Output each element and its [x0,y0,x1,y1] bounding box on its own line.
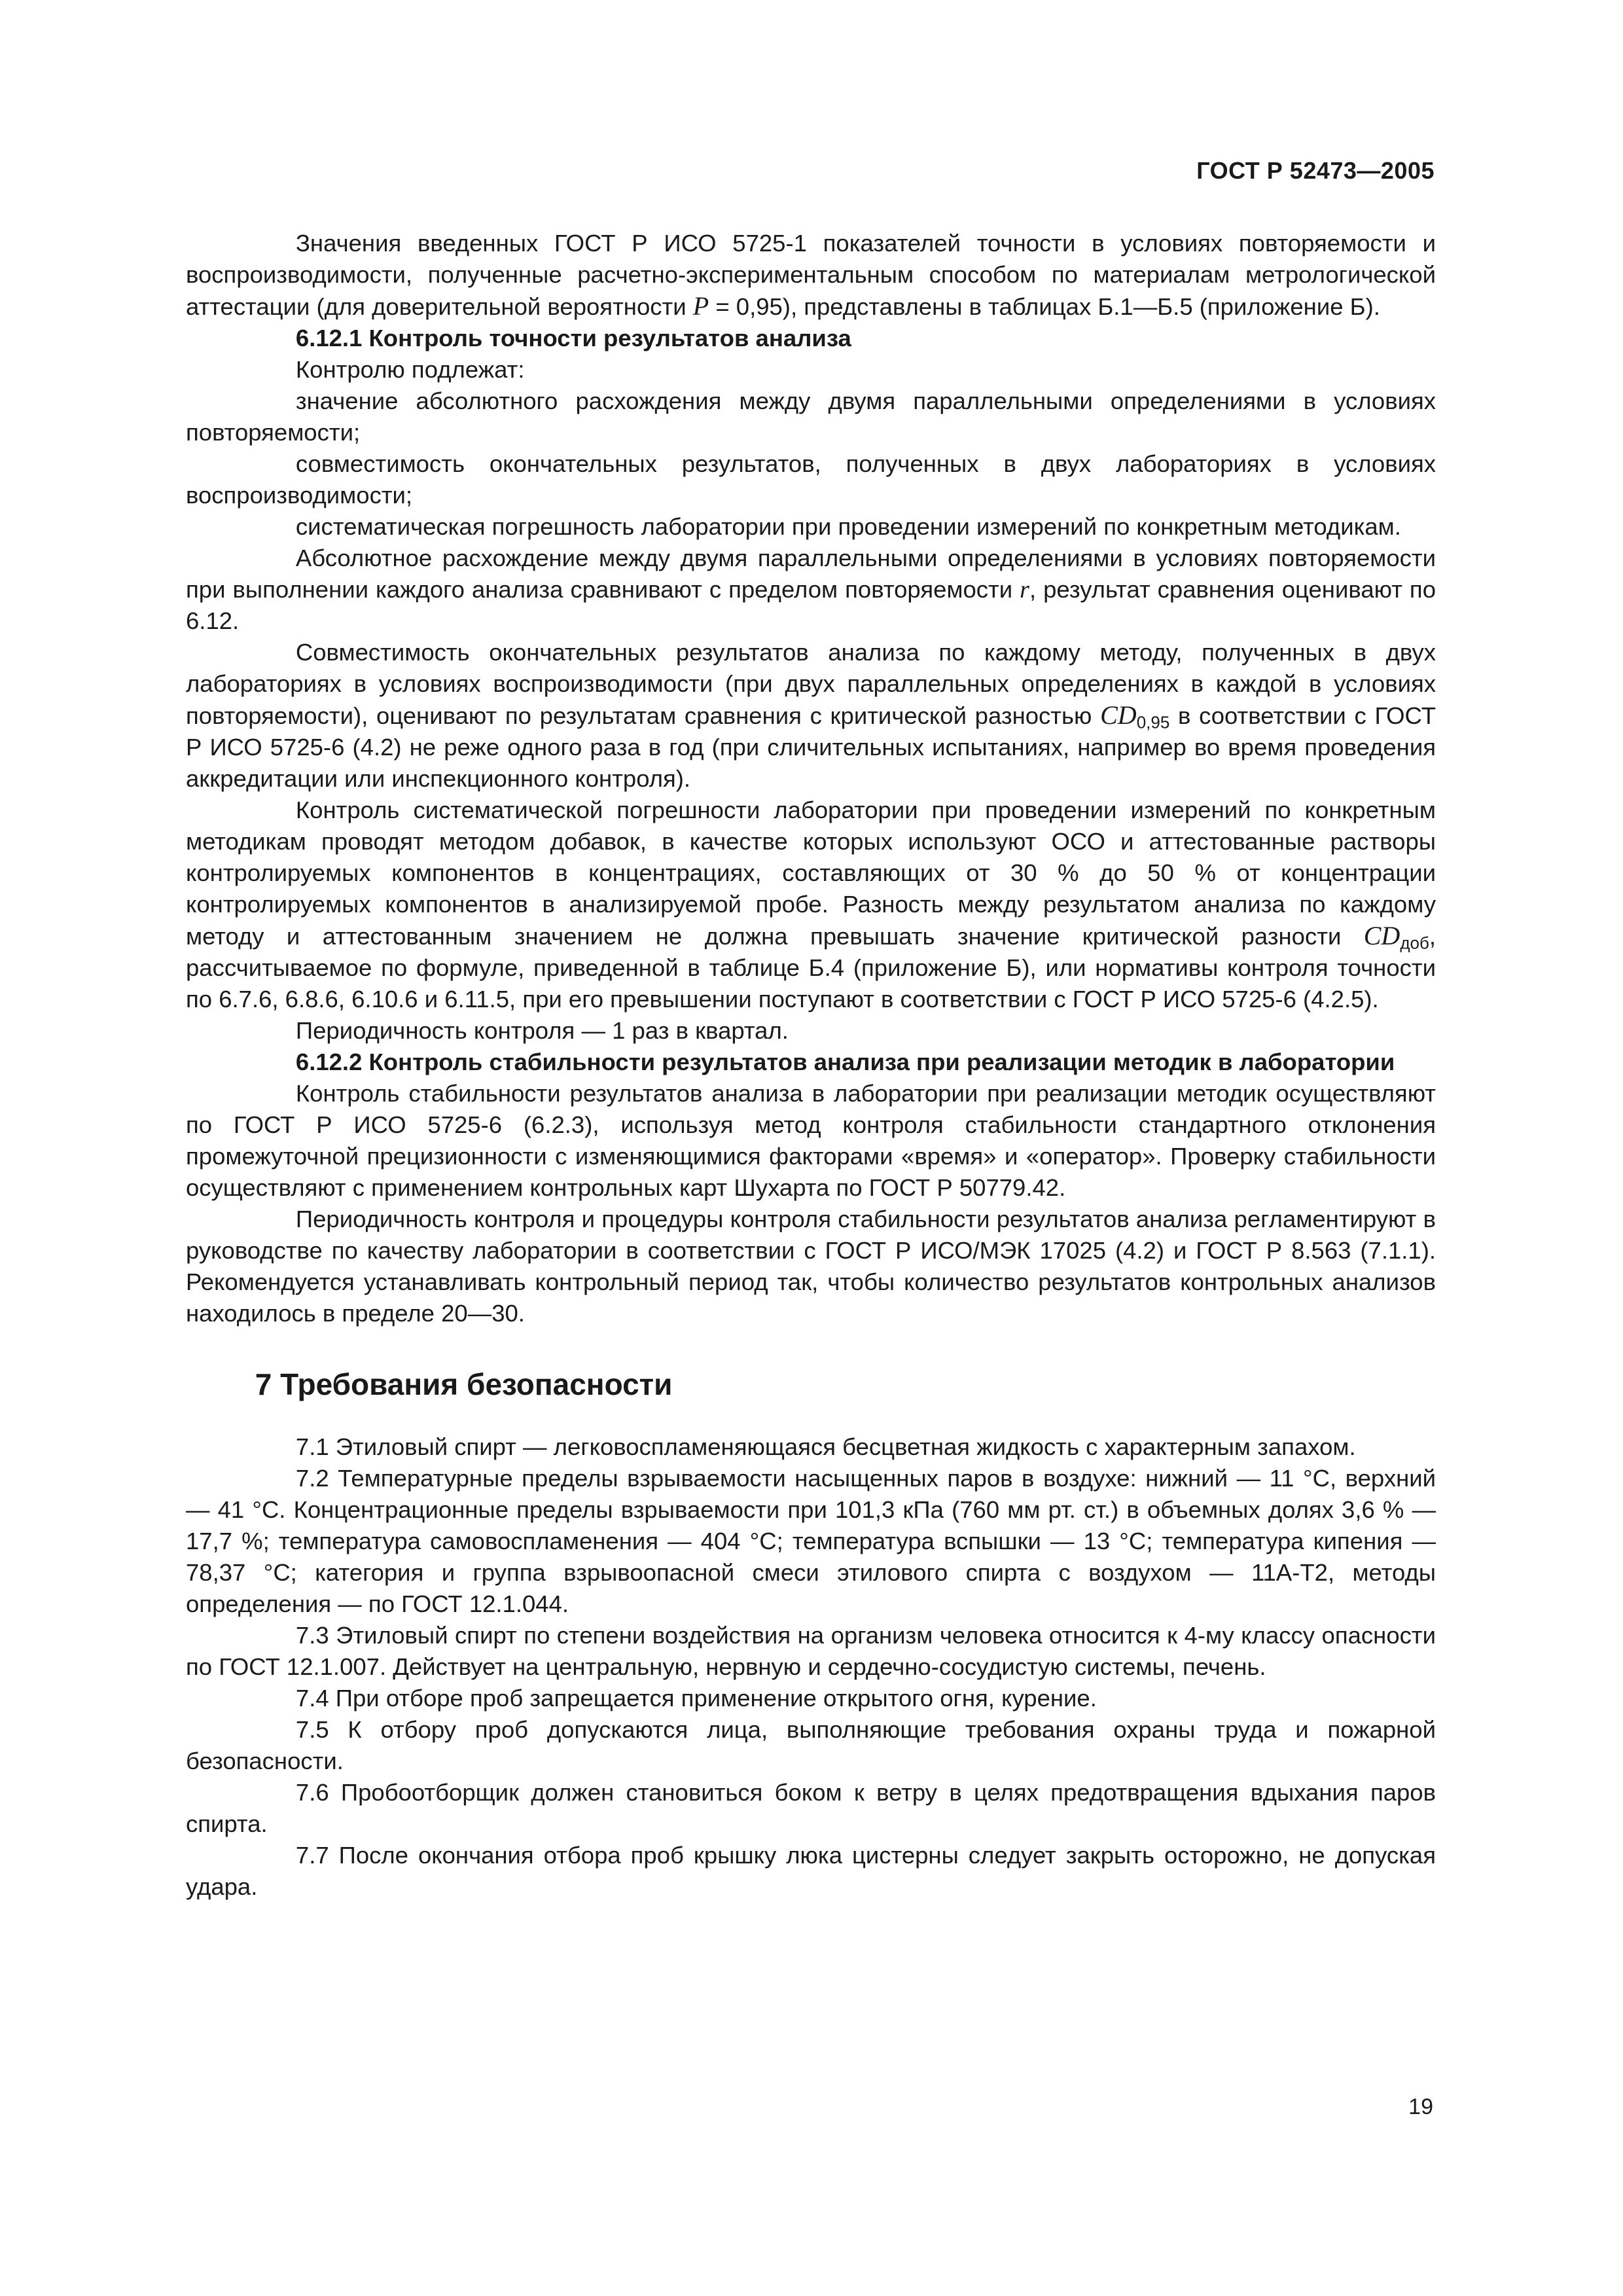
paragraph: Контроль стабильности результатов анализа в лаборатории при реализации методик осуществляют по ГОСТ Р ИСО 5725-6 (6.2.3), используя метод контроля стабильности стандартного отклонения промежуточной прецизионности с изменяющимися факторами «время» и «оператор». Проверку стабильности осуществляют с применением контрольных карт Шухарта по ГОСТ Р 50779.42. [186,1080,1436,1201]
subsection-heading-6-12-2: 6.12.2 Контроль стабильности результатов анализа при реализации методик в лаборатории [295,1049,1395,1075]
paragraph: значение абсолютного расхождения между двумя параллельными определениями в условиях повторяемости; [186,387,1436,446]
paragraph: совместимость окончательных результатов, полученных в двух лабораториях в условиях воспроизводимости; [186,450,1436,509]
paragraph: Значения введенных ГОСТ Р ИСО 5725-1 показателей точности в условиях повторяемости и воспроизводимости, полученные расчетно-экспериментальным способом по материалам метрологической аттестации (для доверительной вероятности P = 0,95), представлены в таблицах Б.1—Б.5 (приложение Б). [186,230,1436,321]
repeatability-limit-symbol: r [1020,576,1029,603]
paragraph: Периодичность контроля и процедуры контроля стабильности результатов анализа регламентируют в руководстве по качеству лаборатории в соответствии с ГОСТ Р ИСО/МЭК 17025 (4.2) и ГОСТ Р 8.563 (7.1.1). Рекомендуется устанавливать контрольный период так, чтобы количество результатов контрольных анализов находилось в пределе 20—30. [186,1206,1436,1327]
paragraph: систематическая погрешность лаборатории при проведении измерений по конкретным методикам. [295,513,1401,540]
safety-item: 7.1 Этиловый спирт — легковоспламеняющаяся бесцветная жидкость с характерным запахом. [295,1433,1356,1460]
safety-item: 7.7 После окончания отбора проб крышку люка цистерны следует закрыть осторожно, не допуская удара. [186,1842,1436,1900]
safety-item: 7.4 При отборе проб запрещается применение открытого огня, курение. [295,1685,1097,1712]
paragraph: Контроль систематической погрешности лаборатории при проведении измерений по конкретным методикам проводят методом добавок, в качестве которых используют ОСО и аттестованные растворы контролируемых компонентов в концентрациях, составляющих от 30 % до 50 % от концентрации контролируемых компонентов в анализируемой пробе. Разность между результатом анализа по каждому методу и аттестованным значением не должна превышать значение критической разности $CD_{доб}$, рассчитываемое по формуле, приведенной в таблице Б.4 (приложение Б), или нормативы контроля точности по 6.7.6, 6.8.6, 6.10.6 и 6.11.5, при его превышении поступают в соответствии с ГОСТ Р ИСО 5725-6 (4.2.5). [186,797,1436,1013]
critical-difference-symbol: CD [1363,921,1400,950]
paragraph: Совместимость окончательных результатов анализа по каждому методу, полученных в двух лабораториях в условиях воспроизводимости (при двух параллельных определениях в каждой в условиях повторяемости), оценивают по результатам сравнения с критической разностью $CD_{0,95}$ в соответствии с ГОСТ Р ИСО 5725-6 (4.2) не реже одного раза в год (при сличительных испытаниях, например во время проведения аккредитации или инспекционного контроля). [186,639,1436,792]
subsection-heading-6-12-1: 6.12.1 Контроль точности результатов анализа [295,325,851,351]
page-number: 19 [1408,2094,1433,2119]
paragraph: Периодичность контроля — 1 раз в квартал. [295,1017,789,1044]
probability-symbol: P [692,291,709,321]
safety-item: 7.6 Пробоотборщик должен становиться боком к ветру в целях предотвращения вдыхания паров спирта. [186,1779,1436,1837]
document-body [186,228,1436,1903]
safety-item: 7.5 К отбору проб допускаются лица, выполняющие требования охраны труда и пожарной безопасности. [186,1716,1436,1774]
document-code-header: ГОСТ Р 52473—2005 [1196,157,1435,184]
paragraph: Контролю подлежат: [295,356,525,383]
section-title: 7 Требования безопасности [255,1367,673,1401]
safety-item: 7.2 Температурные пределы взрываемости насыщенных паров в воздухе: нижний — 11 °С, верхний — 41 °С. Концентрационные пределы взрываемости при 101,3 кПа (760 мм рт. ст.) в объемных долях 3,6 % — 17,7 %; температура самовоспламенения — 404 °С; температура вспышки — 13 °С; температура кипения — 78,37 °С; категория и группа взрывоопасной смеси этилового спирта с воздухом — 11А-Т2, методы определения — по ГОСТ 12.1.044. [186,1465,1436,1617]
paragraph: Абсолютное расхождение между двумя параллельными определениями в условиях повторяемости при выполнении каждого анализа сравнивают с пределом повторяемости r, результат сравнения оценивают по 6.12. [186,545,1436,634]
critical-difference-symbol: CD [1100,700,1137,730]
safety-item: 7.3 Этиловый спирт по степени воздействия на организм человека относится к 4-му классу опасности по ГОСТ 12.1.007. Действует на центральную, нервную и сердечно-сосудистую системы, печень. [186,1622,1436,1680]
